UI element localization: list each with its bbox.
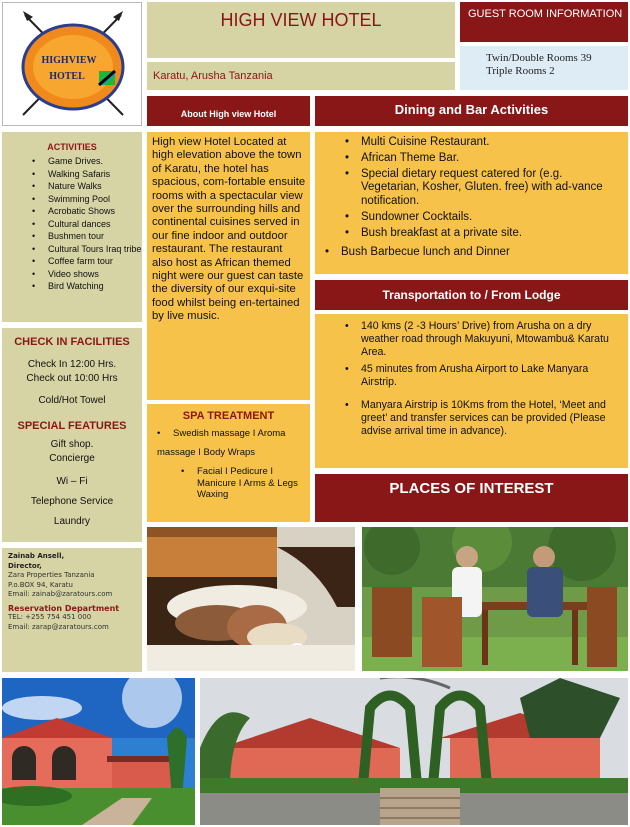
list-item: • Cultural dances — [2, 219, 142, 230]
about-panel — [147, 132, 310, 400]
list-item: • Coffee farm tour — [2, 256, 142, 267]
location-panel — [147, 62, 455, 90]
guest-room-heading: GUEST ROOM INFORMATION — [460, 2, 628, 42]
features-title: SPECIAL FEATURES — [17, 420, 127, 432]
features-list — [2, 438, 142, 532]
list-item: • Sundowner Cocktails. — [321, 211, 620, 225]
hotel-building-photo — [2, 678, 195, 825]
list-item: • Bushmen tour — [2, 231, 142, 242]
list-item: massage I Body Wraps — [157, 447, 256, 458]
contact-panel — [2, 548, 142, 672]
svg-text:HIGHVIEW: HIGHVIEW — [41, 55, 97, 66]
hotel-logo — [2, 2, 142, 126]
places-heading: PLACES OF INTEREST — [315, 474, 628, 522]
reservation-phone: TEL: +255 754 451 000 — [8, 613, 92, 621]
svg-text:HOTEL: HOTEL — [49, 71, 85, 82]
list-item: • Walking Safaris — [2, 169, 142, 180]
spa-photo — [147, 527, 355, 671]
spa-panel — [147, 404, 310, 522]
about-body: Located at high elevation above the town of Karatu, the hotel has spacious, com-fortable ensuite rooms with a spectacular view over the surrounding hills and continental cuisines served in our fine indoor and outdoor restaurant. The restaurant also host as African themed night were our guest can taste the diversity of our exqui-site food whilst being en-tertained by live music. — [152, 136, 306, 323]
list-item: • Video shows — [2, 269, 142, 280]
logo-emblem — [3, 3, 143, 127]
list-item: Laundry — [53, 516, 91, 527]
checkin-panel — [2, 328, 142, 542]
hotel-location: Karatu, Arusha Tanzania — [153, 70, 273, 82]
dining-panel — [315, 132, 628, 274]
reservation-email-link[interactable]: Email: zarap@zaratours.com — [8, 622, 109, 631]
towel-service: Cold/Hot Towel — [38, 395, 106, 406]
about-heading: About High view Hotel — [147, 96, 310, 126]
list-item: • Swimming Pool — [2, 194, 142, 205]
transport-list — [321, 320, 622, 438]
list-item: • Bird Watching — [2, 281, 142, 292]
activities-title: ACTIVITIES — [47, 142, 97, 152]
spa-title: SPA TREATMENT — [182, 410, 275, 422]
contact-pobox: P.o.BOX 94, Karatu — [8, 580, 73, 589]
reservation-heading: Reservation Department — [8, 603, 120, 613]
list-item: • Bush breakfast at a private site. — [321, 227, 620, 241]
dining-list — [321, 136, 620, 259]
list-item: • 140 kms (2 -3 Hours’ Drive) from Arusha on a dry weather road through Makuyuni, Mtowambu& Karatu Area. — [321, 320, 622, 359]
contact-email-link[interactable]: Email: zainab@zaratours.com — [8, 590, 113, 598]
list-item: • Bush Barbecue lunch and Dinner — [321, 246, 620, 260]
list-item: • Cultural Tours Iraq tribe — [2, 244, 142, 255]
list-item: Concierge — [49, 453, 95, 464]
dining-heading: Dining and Bar Activities — [315, 96, 628, 126]
list-item: • Swedish massage I Aroma — [147, 428, 310, 440]
contact-name: Zainab Ansell, — [8, 552, 65, 560]
list-item: • African Theme Bar. — [321, 152, 620, 166]
checkin-time: Check In 12:00 Hrs. — [27, 359, 117, 370]
triple-rooms: Triple Rooms 2 — [486, 65, 555, 77]
contact-company: Zara Properties Tanzania — [8, 571, 95, 579]
guest-room-info — [460, 46, 628, 90]
list-item: • Game Drives. — [2, 156, 142, 167]
checkout-time: Check out 10:00 Hrs — [26, 373, 118, 384]
list-item: • Nature Walks — [2, 181, 142, 192]
list-item: • Facial I Pedicure I Manicure I Arms & Legs Waxing — [147, 466, 310, 501]
transport-heading: Transportation to / From Lodge — [315, 280, 628, 310]
hotel-entrance-photo — [200, 678, 628, 825]
list-item: • 45 minutes from Arusha Airport to Lake Manyara Airstrip. — [321, 363, 622, 389]
list-item: Telephone Service — [30, 496, 114, 507]
list-item: • Multi Cuisine Restaurant. — [321, 136, 620, 150]
activities-panel — [2, 132, 142, 322]
twin-rooms: Twin/Double Rooms 39 — [486, 52, 592, 64]
checkin-title: CHECK IN FACILITIES — [14, 336, 130, 348]
list-item: Gift shop. — [50, 439, 94, 450]
spa-list — [147, 428, 310, 501]
list-item: • Acrobatic Shows — [2, 206, 142, 217]
dining-photo — [362, 527, 628, 671]
transport-panel — [315, 314, 628, 468]
list-item: • Manyara Airstrip is 10Kms from the Hotel, ‘Meet and greet’ and transfer services can be provided (Please advise arrival time in advance). — [321, 399, 622, 438]
list-item: Wi – Fi — [56, 476, 88, 487]
hotel-title: HIGH VIEW HOTEL — [220, 10, 382, 30]
title-panel — [147, 2, 455, 58]
about-lead: High view Hotel — [152, 136, 231, 148]
list-item: • Special dietary request catered for (e.g. Vegetarian, Kosher, Gluten. free) with ad-vance notification. — [321, 168, 620, 209]
contact-role: Director, — [8, 561, 42, 570]
activities-list — [2, 156, 142, 292]
